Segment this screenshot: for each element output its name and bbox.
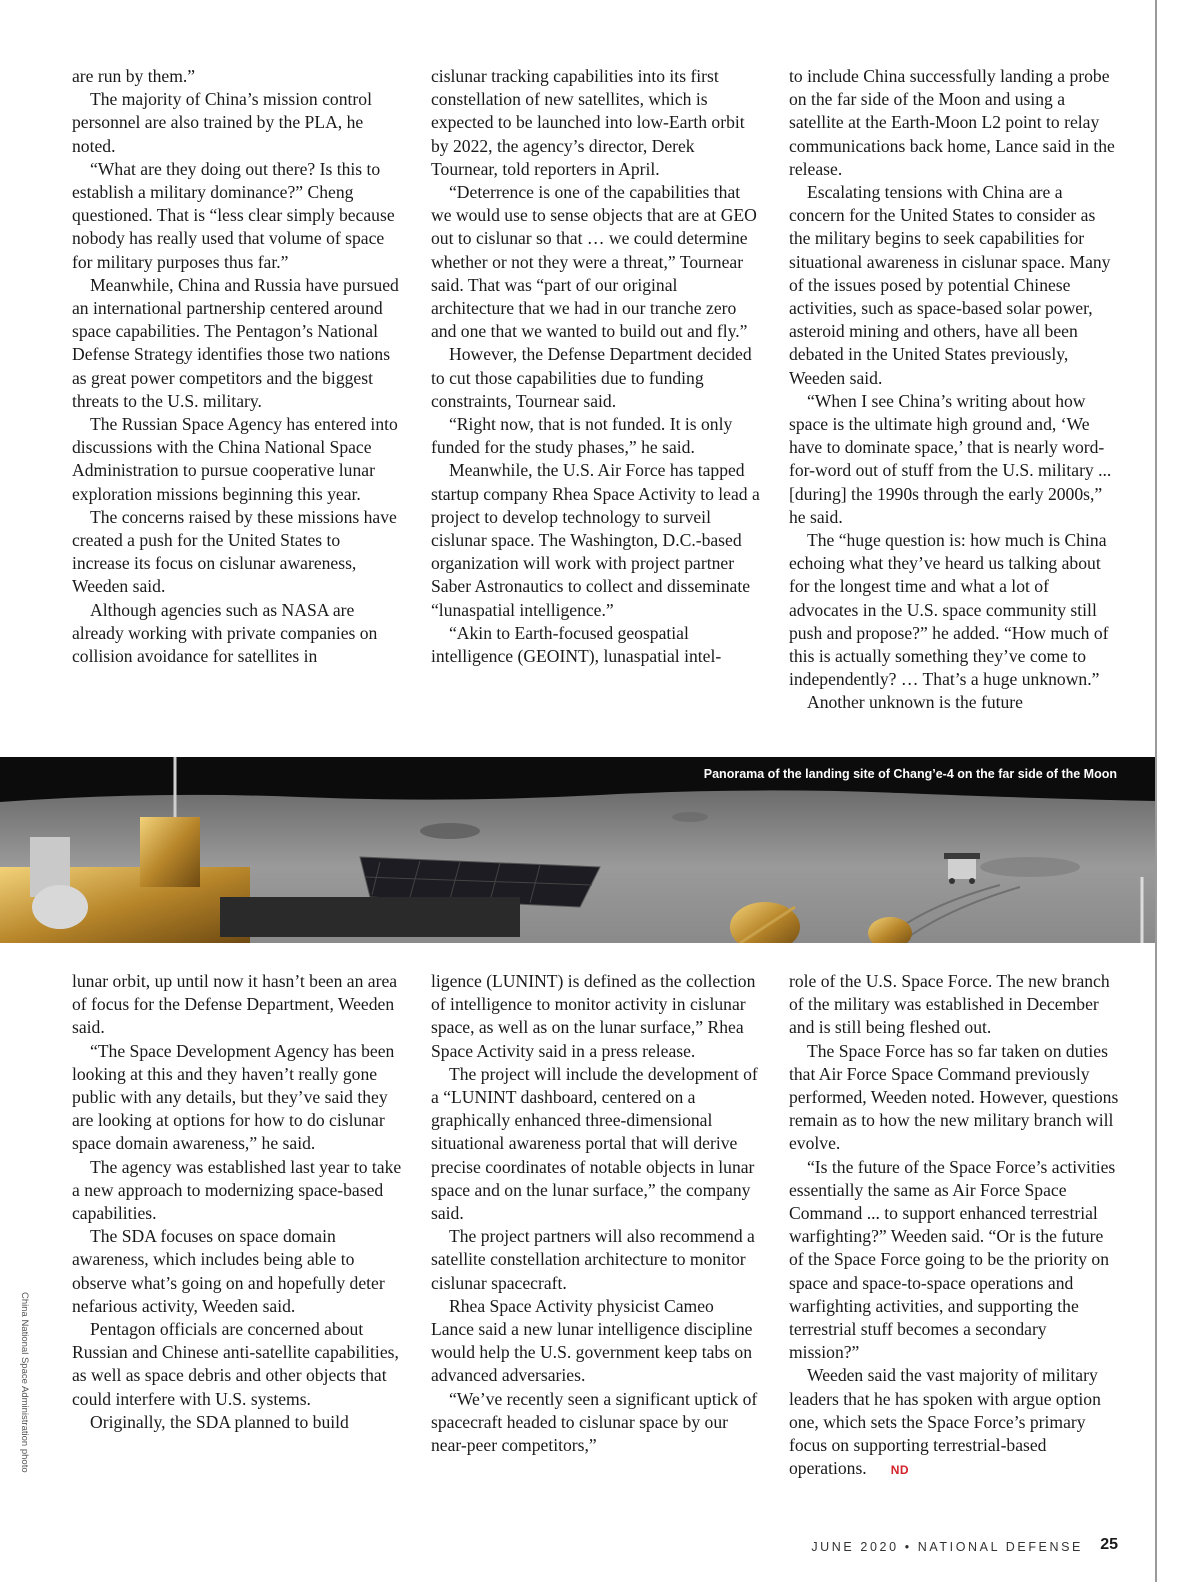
paragraph: Another unknown is the future [807,692,1023,713]
paragraph: Meanwhile, the U.S. Air Force has tapped startup company Rhea Space Activity to lead a project to develop technology to surveil cislunar space. The Washington, D.C.-based organization will work with project partner Saber Astronautics to collect and disseminate “lunaspatial intelligence.” [431,460,760,620]
crater [672,812,708,822]
paragraph: The concerns raised by these missions have created a push for the United States to increase its focus on cislunar awareness, Weeden said. [72,506,397,597]
crater [420,823,480,839]
paragraph: Meanwhile, China and Russia have pursued an international partnership centered around space capabilities. The Pentagon’s National Defense Strategy identifies those two nations as great power competitors and the biggest threats to the U.S. military. [72,274,399,411]
article-column-bottom-2 [431,970,761,1457]
page-number: 25 [1100,1536,1118,1553]
paragraph: Originally, the SDA planned to build [90,1411,349,1432]
paragraph: The project partners will also recommend a satellite constellation architecture to monitor cislunar spacecraft. [431,1226,755,1293]
paragraph: Rhea Space Activity physicist Cameo Lance said a new lunar intelligence discipline would help the U.S. government keep tabs on advanced adversaries. [431,1295,753,1386]
page-edge-rule [1155,0,1157,1582]
photo-caption: Panorama of the landing site of Chang’e-4 on the far side of the Moon [703,767,1117,781]
paragraph: The agency was established last year to take a new approach to modernizing space-based capabilities. [72,1156,402,1224]
paragraph: The project will include the development of a “LUNINT dashboard, centered on a graphically enhanced three-dimensional situational awareness portal that will derive precise coordinates of notable objects in lunar space and on the lunar surface,” the company said. [431,1063,758,1224]
crater [980,857,1080,877]
folio-text: JUNE 2020 • NATIONAL DEFENSE [811,1540,1083,1554]
paragraph: are run by them.” [72,66,196,86]
paragraph: cislunar tracking capabilities into its first constellation of new satellites, which is expected to be launched into low-Earth orbit by 2022, the agency’s director, Derek Tournear, told reporters in April. [431,66,745,179]
paragraph: The “huge question is: how much is China echoing what they’ve heard us talking about for the longest time and what a lot of advocates in the U.S. space community still push and propose?” he added. “How much of this is actually something they’ve come to independently? … That’s a huge unknown.” [789,530,1109,690]
photo-credit-text: China National Space Administration photo [19,1292,30,1473]
paragraph: lunar orbit, up until now it hasn’t been an area of focus for the Defense Department, Weeden said. [72,971,398,1038]
paragraph: The Russian Space Agency has entered into discussions with the China National Space Administration to pursue cooperative lunar exploration missions beginning this year. [72,414,398,504]
article-column-top-3 [789,65,1119,715]
paragraph: “What are they doing out there? Is this to establish a military dominance?” Cheng questioned. That is “less clear simply because nobody has really used that volume of space for military purposes thus far.” [72,158,395,272]
paragraph: The Space Force has so far taken on duties that Air Force Space Command previously performed, Weeden noted. However, questions remain as to how the new military branch will evolve. [789,1040,1119,1154]
paragraph [789,1364,1119,1482]
paragraph: “Deterrence is one of the capabilities that we would use to sense objects that are at GEO out to cislunar so that … we could determine whether or not they were a threat,” Tournear said. That was “part of our original architecture that we had in our tranche zero and one that we wanted to build out and fly.” [431,182,757,342]
paragraph: Although agencies such as NASA are already working with private companies on collision avoidance for satellites in [72,599,378,667]
paragraph: The SDA focuses on space domain awareness, which includes being able to observe what’s going on and hopefully deter nefarious activity, Weeden said. [72,1226,385,1316]
paragraph: Pentagon officials are concerned about Russian and Chinese anti-satellite capabilities, as well as space debris and other objects that could interfere with U.S. systems. [72,1319,399,1409]
paragraph: to include China successfully landing a probe on the far side of the Moon and using a satellite at the Earth-Moon L2 point to relay communications back home, Lance said in the release. [789,66,1115,179]
page-folio [811,1540,1117,1554]
lunar-landscape-illustration [0,757,1155,943]
paragraph: The majority of China’s mission control personnel are also trained by the PLA, he noted. [72,89,372,156]
paragraph: role of the U.S. Space Force. The new branch of the military was established in December and is still being fleshed out. [789,971,1110,1038]
lunar-panorama-photo [0,757,1155,943]
paragraph-text: Weeden said the vast majority of military leaders that he has spoken with argue option one, which sets the Space Force’s primary focus on supporting terrestrial-based operations. [789,1365,1101,1479]
paragraph: “Is the future of the Space Force’s activities essentially the same as Air Force Space Command ... to support enhanced terrestrial warfighting?” Weeden said. “Or is the future of the Space Force going to be the priority on space and space-to-space operations and warfighting activities, and supporting the terrestrial stuff becomes a secondary mission?” [789,1156,1116,1363]
paragraph: ligence (LUNINT) is defined as the collection of intelligence to monitor activity in cislunar space, as well as on the lunar surface,” Rhea Space Activity said in a press release. [431,971,756,1061]
article-column-top-1 [72,65,402,668]
paragraph: “When I see China’s writing about how space is the ultimate high ground and, ‘We have to dominate space,’ that is nearly word-for-word out of stuff from the U.S. military ... [during] the 1990s through the early 2000s,” he said. [789,390,1112,527]
paragraph: “Right now, that is not funded. It is only funded for the study phases,” he said. [431,414,733,458]
paragraph: “We’ve recently seen a significant uptick of spacecraft headed to cislunar space by our near-peer competitors,” [431,1388,758,1456]
article-column-bottom-1 [72,970,402,1434]
end-of-article-mark: ND [890,1463,910,1478]
article-column-bottom-3 [789,970,1119,1482]
article-column-top-2 [431,65,761,668]
photo-credit [19,1292,41,1473]
paragraph: “Akin to Earth-focused geospatial intelligence (GEOINT), lunaspatial intel- [431,622,722,667]
paragraph: However, the Defense Department decided to cut those capabilities due to funding constraints, Tournear said. [431,344,752,411]
paragraph: Escalating tensions with China are a concern for the United States to consider as the military begins to seek capabilities for situational awareness in cislunar space. Many of the issues posed by potential Chinese activities, such as space-based solar power, asteroid mining and others, have all been debated in the United States previously, Weeden said. [789,182,1111,388]
paragraph: “The Space Development Agency has been looking at this and they haven’t really gone public with any details, but they’ve said they are looking at options for how to do cislunar space domain awareness,” he said. [72,1040,395,1154]
